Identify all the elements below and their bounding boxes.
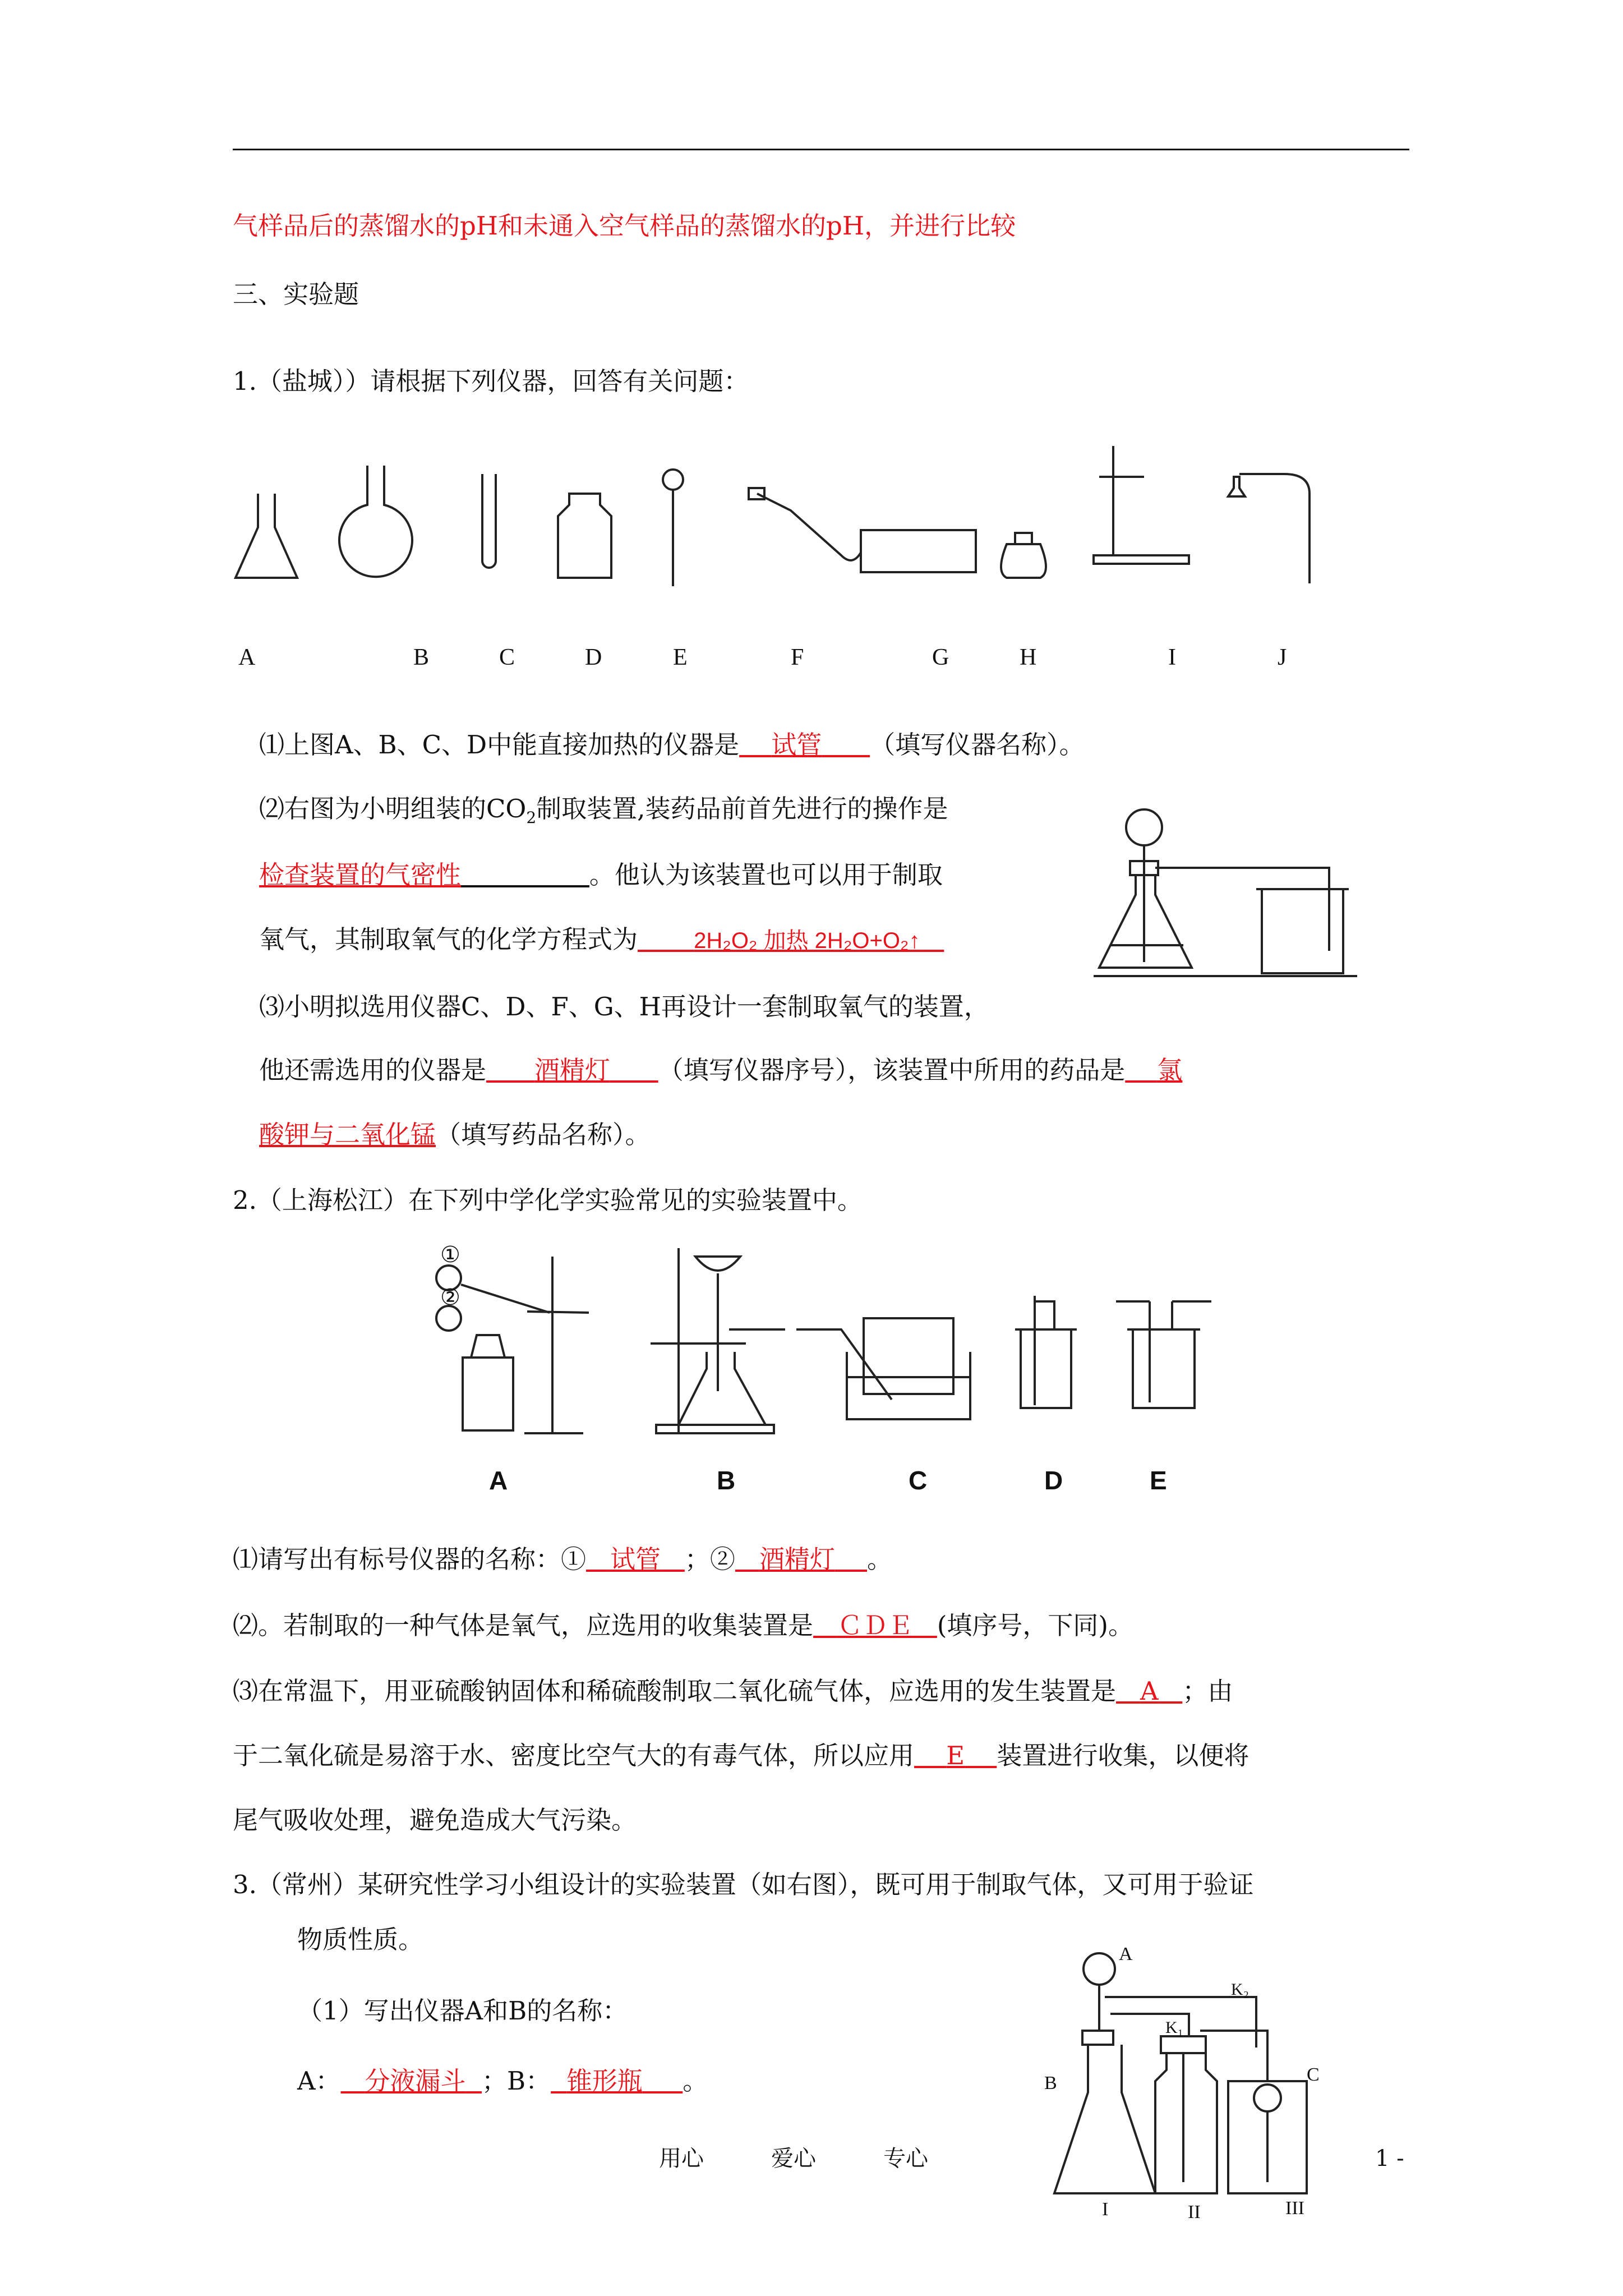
footer-item: 爱心 [771,2146,816,2171]
fig-label-A: A [1119,1944,1133,1964]
q1-p1: ⑴上图A、B、C、D中能直接加热的仪器是 试管 （填写仪器名称）。 [259,730,1085,760]
header-rule [233,149,1409,150]
q1-p2-line2: 检查装置的气密性 。他认为该装置也可以用于制取 [259,860,943,890]
fig-label-B: B [1044,2073,1057,2093]
q2-p1: ⑴请写出有标号仪器的名称：① 试管 ；② 酒精灯 。 [233,1544,893,1574]
q2-p3-line2: 于二氧化硫是易溶于水、密度比空气大的有毒气体，所以应用 E 装置进行收集，以便将 [233,1741,1249,1770]
marker-1: ① [440,1242,460,1268]
instrument-label: B [413,645,430,670]
instrument-label: A [238,645,256,670]
q1-p3-line3: 酸钾与二氧化锰（填写药品名称）。 [259,1120,651,1149]
section-title: 三、实验题 [233,279,359,309]
q2-p2: ⑵。若制取的一种气体是氧气，应选用的收集装置是 ＣＤＥ (填序号，下同)。 [233,1611,1133,1640]
q2-p3-line1: ⑶在常温下，用亚硫酸钠固体和稀硫酸制取二氧化硫气体，应选用的发生装置是 A ；由 [233,1676,1233,1706]
q1-instruments-figure [224,426,1380,606]
q2-p3-line3: 尾气吸收处理，避免造成大气污染。 [233,1805,637,1835]
fig-label-I: I [1102,2199,1109,2220]
apparatus-label: E [1150,1466,1167,1495]
apparatus-label: C [909,1466,928,1495]
q3-stem: 3.（常州）某研究性学习小组设计的实验装置（如右图），既可用于制取气体，又可用于验证 [233,1870,1254,1899]
q3-p1: （1）写出仪器A和B的名称： [297,1996,628,2026]
q3-ab-answer: A： 分液漏斗 ；B： 锥形瓶 。 [297,2066,708,2096]
fig-label-K2: K₂ [1231,1980,1249,1999]
q1-p3-line1: ⑶小明拟选用仪器C、D、F、G、H再设计一套制取氧气的装置， [259,992,989,1022]
page-number: 1 - [1375,2146,1404,2171]
co2-apparatus-figure [1094,805,1363,984]
top-line: 气样品后的蒸馏水的pH和未通入空气样品的蒸馏水的pH，并进行比较 [233,211,1016,241]
q1-p2-line1: ⑵右图为小明组装的$CO_2$制取装置,装药品前首先进行的操作是 [259,794,948,827]
fig-label-C: C [1307,2064,1320,2085]
apparatus-label: D [1044,1466,1063,1495]
instrument-label: E [673,645,688,670]
fig-label-K1: K₁ [1165,2018,1184,2037]
fig-label-III: III [1285,2198,1304,2219]
footer-item: 专心 [883,2146,928,2171]
q1-p3-line2: 他还需选用的仪器是 酒精灯 （填写仪器序号），该装置中所用的药品是 氯 [259,1055,1183,1085]
fig-label-II: II [1188,2202,1201,2223]
instrument-label: J [1278,645,1287,670]
instrument-label: G [932,645,949,670]
instrument-label: I [1168,645,1176,670]
marker-2: ② [440,1285,460,1310]
apparatus-label: A [489,1466,508,1495]
q3-stem-cont: 物质性质。 [297,1925,424,1954]
apparatus-label: B [717,1466,736,1495]
instrument-label: D [585,645,602,670]
instrument-label: C [499,645,515,670]
q1-stem: 1.（盐城））请根据下列仪器，回答有关问题： [233,366,749,396]
q2-stem: 2.（上海松江）在下列中学化学实验常见的实验装置中。 [233,1185,863,1215]
q1-p2-line3: 氧气，其制取氧气的化学方程式为 2H₂O₂ 加热 2H₂O+O₂↑ [259,924,920,954]
footer-item: 用心 [659,2146,704,2171]
instrument-label: H [1020,645,1037,670]
q2-apparatus-figure [415,1240,1211,1447]
instrument-label: F [791,645,804,670]
